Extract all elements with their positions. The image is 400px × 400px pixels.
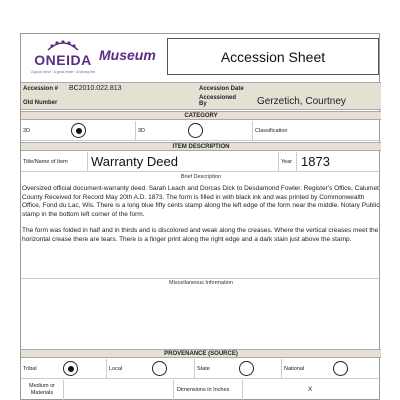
brief-description-text-2[interactable]: The form was folded in half and in thirds and is discolored and weak along the creases. Where the vertical creases meet the horizontal crease there are tears. There is a finger print along the right edge and a dark stain just above the stamp.	[22, 227, 379, 243]
page-title: Accession Sheet	[167, 38, 379, 75]
accessioned-by-field[interactable]: Gerzetich, Courtney	[257, 96, 346, 107]
divider	[278, 152, 279, 172]
logo-tagline: A good mind · A good heart · A strong fire	[31, 70, 95, 74]
old-number-label: Old Number	[23, 100, 58, 106]
title-field[interactable]: Warranty Deed	[91, 154, 178, 169]
brief-description-label: Brief Description	[180, 174, 222, 180]
category-3d-radio[interactable]	[188, 123, 203, 138]
provenance-row	[21, 359, 381, 379]
accession-number-field[interactable]: BC2010.022.813	[69, 85, 122, 92]
accessioned-by-label: Accessioned By	[199, 95, 237, 107]
divider	[21, 278, 381, 279]
classification-field[interactable]	[303, 127, 379, 135]
divider	[252, 121, 253, 141]
title-label: Title/Name of Item	[23, 159, 68, 165]
provenance-state-radio[interactable]	[239, 361, 254, 376]
classification-label: Classification	[255, 128, 288, 134]
brief-description-text-1[interactable]: Oversized official document-warranty deed. Sarah Leach and Dorcas Dick to Desdamond Fowler. Register's Office, Calumet County Received for Record May 20th A.D. 1873. The form is filled in with black ink and was printed by Commonwealth Office, Fond du Lac, Wis. There is a long blue fifty cents stamp along the left edge of the form near the middle. Notary Public stamp in the bottom left corner of the form.	[22, 185, 380, 218]
provenance-header: PROVENANCE (SOURCE)	[21, 349, 381, 358]
provenance-tribal-radio[interactable]	[63, 361, 78, 376]
divider	[296, 152, 297, 172]
title-row	[21, 152, 381, 172]
misc-info-field[interactable]	[23, 290, 379, 348]
category-row	[21, 121, 381, 141]
category-3d-label: 3D	[138, 128, 146, 134]
dimensions-separator: X	[308, 386, 313, 393]
divider	[135, 121, 136, 141]
divider	[242, 380, 243, 400]
item-description-header: ITEM DESCRIPTION	[21, 142, 381, 151]
provenance-national-radio[interactable]	[333, 361, 348, 376]
divider	[173, 380, 174, 400]
provenance-tribal-label: Tribal	[23, 366, 37, 372]
accession-date-field[interactable]	[257, 85, 377, 93]
materials-row	[21, 380, 381, 400]
year-label: Year	[281, 159, 293, 165]
accession-date-label: Accession Date	[199, 86, 244, 92]
oneida-logo-mark-icon	[45, 38, 81, 52]
dimensions-label: Dimensions in Inches	[177, 387, 230, 393]
year-field[interactable]: 1873	[301, 154, 330, 169]
provenance-state-label: State	[197, 366, 210, 372]
provenance-local-label: Local	[109, 366, 123, 372]
provenance-national-label: National	[284, 366, 305, 372]
divider	[87, 152, 88, 172]
oneida-logo	[23, 38, 103, 78]
divider	[281, 359, 282, 379]
medium-materials-label: Medium or Materials	[29, 383, 55, 396]
old-number-field[interactable]	[69, 99, 189, 107]
category-2d-radio[interactable]	[71, 123, 86, 138]
accession-number-label: Accession #	[23, 86, 59, 92]
divider	[106, 359, 107, 379]
category-2d-label: 2D	[23, 128, 31, 134]
misc-info-label: Miscellaneous Information	[169, 280, 233, 286]
medium-materials-field[interactable]	[66, 384, 171, 396]
museum-label: Museum	[99, 47, 156, 63]
divider	[194, 359, 195, 379]
logo-name: ONEIDA	[34, 52, 92, 68]
provenance-local-radio[interactable]	[152, 361, 167, 376]
accession-section	[21, 82, 381, 110]
category-header: CATEGORY	[21, 111, 381, 120]
sheet-header	[21, 34, 381, 81]
divider	[63, 380, 64, 400]
accession-sheet	[20, 33, 380, 400]
